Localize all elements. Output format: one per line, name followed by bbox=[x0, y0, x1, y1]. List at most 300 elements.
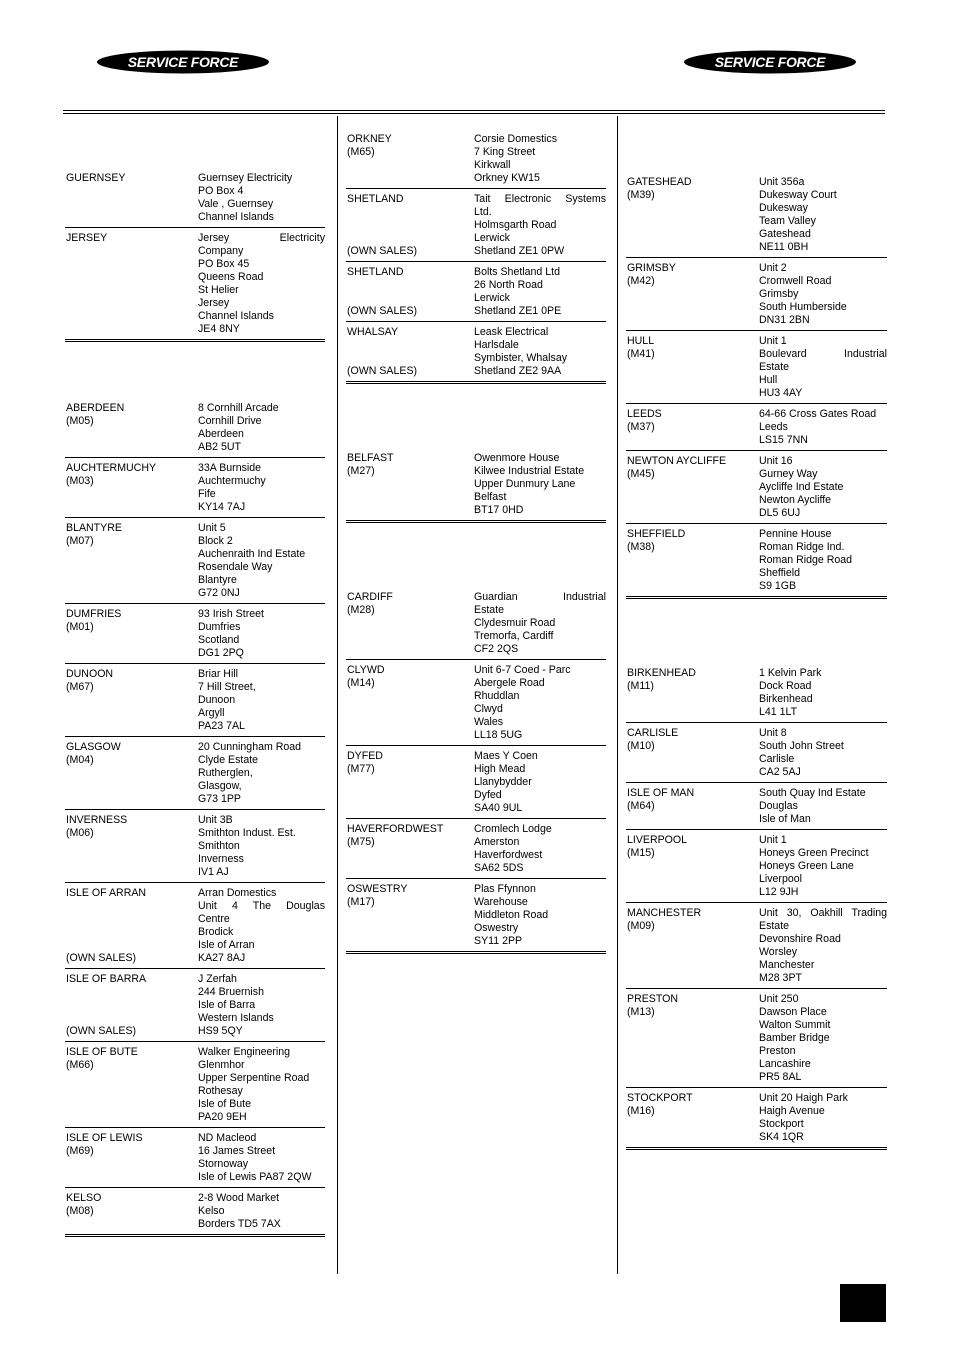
service-centre-entry bbox=[346, 189, 606, 262]
centre-label bbox=[627, 455, 726, 520]
centre-label bbox=[66, 232, 107, 336]
service-centre-entry bbox=[346, 448, 606, 523]
address-line: Isle of Barra bbox=[198, 999, 256, 1011]
centre-name: SHEFFIELD bbox=[627, 528, 686, 540]
address-line: Kirkwall bbox=[474, 159, 511, 171]
address-line: Glenmhor bbox=[198, 1059, 245, 1071]
service-centre-entry bbox=[65, 1042, 325, 1128]
address-line: Rhuddlan bbox=[474, 690, 520, 702]
address-line: Preston bbox=[759, 1045, 796, 1057]
centre-address bbox=[198, 1046, 325, 1124]
address-line: Devonshire Road bbox=[759, 933, 841, 945]
centre-address bbox=[759, 907, 887, 985]
centre-label bbox=[347, 750, 383, 815]
service-centre-entry bbox=[65, 664, 325, 737]
address-line: DG1 2PQ bbox=[198, 647, 244, 659]
address-line: Dukesway Court bbox=[759, 189, 837, 201]
address-line: Unit 30, Oakhill Trading bbox=[759, 907, 887, 919]
address-line: St Helier bbox=[198, 284, 239, 296]
address-line: ND Macleod bbox=[198, 1132, 257, 1144]
centre-code: (M07) bbox=[66, 535, 94, 547]
centre-label bbox=[627, 176, 692, 254]
address-line: Ltd. bbox=[474, 206, 492, 218]
address-line: Shetland ZE1 0PW bbox=[474, 245, 565, 257]
address-line: IV1 AJ bbox=[198, 866, 229, 878]
service-centre-entry bbox=[65, 737, 325, 810]
service-centre-entry bbox=[346, 129, 606, 189]
address-line: Estate bbox=[474, 604, 505, 616]
centre-label bbox=[66, 1132, 143, 1184]
own-sales-label: (OWN SALES) bbox=[66, 1025, 137, 1037]
address-line: Abergele Road bbox=[474, 677, 545, 689]
address-line: PO Box 4 bbox=[198, 185, 244, 197]
centre-label bbox=[66, 522, 122, 600]
service-centre-entry bbox=[626, 331, 887, 404]
centre-name: ISLE OF BUTE bbox=[66, 1046, 138, 1058]
centre-label bbox=[66, 172, 125, 224]
centre-name: LIVERPOOL bbox=[627, 834, 688, 846]
address-line: JE4 8NY bbox=[198, 323, 240, 335]
centre-code: (M67) bbox=[66, 681, 94, 693]
centre-label bbox=[66, 1192, 101, 1231]
section-gap bbox=[626, 116, 887, 172]
address-line: Lerwick bbox=[474, 292, 510, 304]
centre-code: (M14) bbox=[347, 677, 375, 689]
own-sales-label: (OWN SALES) bbox=[347, 245, 418, 257]
address-line: 7 Hill Street, bbox=[198, 681, 256, 693]
centre-label bbox=[66, 741, 121, 806]
centre-name: OSWESTRY bbox=[347, 883, 408, 895]
centre-address bbox=[474, 750, 606, 815]
address-line: SK4 1QR bbox=[759, 1131, 804, 1143]
address-line: BT17 0HD bbox=[474, 504, 524, 516]
centre-code: (M15) bbox=[627, 847, 655, 859]
address-line: Douglas bbox=[759, 800, 798, 812]
service-force-logo-left bbox=[97, 50, 269, 74]
address-line: Grimsby bbox=[759, 288, 799, 300]
centre-address bbox=[198, 668, 325, 733]
service-centre-entry bbox=[65, 168, 325, 228]
address-line: Pennine House bbox=[759, 528, 832, 540]
logo-text: SERVICE FORCE bbox=[127, 54, 239, 70]
centre-address bbox=[759, 1092, 887, 1144]
address-line: Block 2 bbox=[198, 535, 233, 547]
centre-code: (M03) bbox=[66, 475, 94, 487]
address-line: PO Box 45 bbox=[198, 258, 250, 270]
centre-code: (M04) bbox=[66, 754, 94, 766]
address-line: L12 9JH bbox=[759, 886, 799, 898]
centre-name: ISLE OF ARRAN bbox=[66, 887, 147, 899]
address-line: Arran Domestics bbox=[198, 887, 277, 899]
header-rule-top bbox=[63, 110, 885, 111]
centre-address bbox=[474, 133, 606, 185]
centre-label bbox=[347, 326, 417, 378]
address-line: CA2 5AJ bbox=[759, 766, 801, 778]
own-sales-label: (OWN SALES) bbox=[347, 305, 418, 317]
address-line: SA40 9UL bbox=[474, 802, 523, 814]
address-line: Isle of Man bbox=[759, 813, 811, 825]
centre-address bbox=[759, 455, 887, 520]
service-centre-entry bbox=[626, 1088, 887, 1150]
address-line: M28 3PT bbox=[759, 972, 802, 984]
address-line: G72 0NJ bbox=[198, 587, 240, 599]
address-line: South John Street bbox=[759, 740, 844, 752]
address-line: Unit 8 bbox=[759, 727, 787, 739]
centre-name: SHETLAND bbox=[347, 266, 404, 278]
address-line: Bamber Bridge bbox=[759, 1032, 830, 1044]
address-line: Owenmore House bbox=[474, 452, 560, 464]
address-line: Aberdeen bbox=[198, 428, 244, 440]
centre-label bbox=[627, 907, 701, 985]
address-line: 7 King Street bbox=[474, 146, 536, 158]
address-line: Middleton Road bbox=[474, 909, 549, 921]
centre-label bbox=[66, 608, 121, 660]
address-line: Channel Islands bbox=[198, 310, 274, 322]
address-line: Boulevard Industrial bbox=[759, 348, 887, 360]
service-centre-entry bbox=[346, 879, 606, 954]
service-centre-entry bbox=[626, 451, 887, 524]
centre-label bbox=[347, 591, 393, 656]
service-centre-entry bbox=[626, 663, 887, 723]
address-line: Unit 2 bbox=[759, 262, 787, 274]
centre-name: GUERNSEY bbox=[66, 172, 126, 184]
address-line: SA62 5DS bbox=[474, 862, 524, 874]
centre-code: (M65) bbox=[347, 146, 375, 158]
address-line: LS15 7NN bbox=[759, 434, 808, 446]
service-centre-entry bbox=[65, 883, 325, 969]
header-rule-bottom bbox=[63, 113, 885, 114]
address-line: KY14 7AJ bbox=[198, 501, 246, 513]
address-line: Symbister, Whalsay bbox=[474, 352, 568, 364]
centre-code: (M05) bbox=[66, 415, 94, 427]
address-line: Harlsdale bbox=[474, 339, 519, 351]
centre-address bbox=[198, 741, 325, 806]
service-centre-entry bbox=[626, 404, 887, 451]
address-line: PR5 8AL bbox=[759, 1071, 802, 1083]
address-line: 8 Cornhill Arcade bbox=[198, 402, 279, 414]
centre-address bbox=[474, 452, 606, 517]
service-centre-entry bbox=[626, 258, 887, 331]
logo-text: SERVICE FORCE bbox=[714, 54, 826, 70]
centre-code: (M77) bbox=[347, 763, 375, 775]
address-line: Unit 1 bbox=[759, 335, 787, 347]
centre-label bbox=[627, 727, 678, 779]
centre-code: (M16) bbox=[627, 1105, 655, 1117]
address-line: Kilwee Industrial Estate bbox=[474, 465, 585, 477]
service-centre-entry bbox=[626, 524, 887, 599]
centre-address bbox=[759, 727, 887, 779]
address-line: G73 1PP bbox=[198, 793, 241, 805]
centre-label bbox=[347, 193, 417, 258]
address-line: Orkney KW15 bbox=[474, 172, 540, 184]
address-line: Wales bbox=[474, 716, 504, 728]
centre-label bbox=[627, 787, 694, 826]
section-gap bbox=[346, 384, 606, 448]
address-line: 20 Cunningham Road bbox=[198, 741, 302, 753]
address-line: South Humberside bbox=[759, 301, 847, 313]
address-line: Unit 250 bbox=[759, 993, 799, 1005]
service-centre-entry bbox=[65, 1188, 325, 1237]
centre-code: (M11) bbox=[627, 680, 654, 692]
service-centre-entry bbox=[65, 604, 325, 664]
address-line: Guardian Industrial bbox=[474, 591, 606, 603]
centre-label bbox=[66, 1046, 138, 1124]
centre-code: (M75) bbox=[347, 836, 375, 848]
address-line: Warehouse bbox=[474, 896, 528, 908]
column-middle bbox=[346, 116, 606, 954]
address-line: 1 Kelvin Park bbox=[759, 667, 822, 679]
address-line: Team Valley bbox=[759, 215, 816, 227]
address-line: Isle of Arran bbox=[198, 939, 255, 951]
centre-code: (M45) bbox=[627, 468, 655, 480]
service-centre-entry bbox=[346, 262, 606, 322]
address-line: Shetland ZE2 9AA bbox=[474, 365, 562, 377]
address-line: Guernsey Electricity bbox=[198, 172, 293, 184]
address-line: Channel Islands bbox=[198, 211, 274, 223]
centre-address bbox=[759, 262, 887, 327]
address-line: S9 1GB bbox=[759, 580, 797, 592]
address-line: Unit 5 bbox=[198, 522, 226, 534]
centre-name: INVERNESS bbox=[66, 814, 128, 826]
address-line: Haigh Avenue bbox=[759, 1105, 825, 1117]
centre-label bbox=[347, 266, 417, 318]
address-line: Belfast bbox=[474, 491, 507, 503]
service-centre-entry bbox=[626, 903, 887, 989]
centre-address bbox=[474, 326, 606, 378]
address-line: Dyfed bbox=[474, 789, 502, 801]
centre-address bbox=[198, 232, 325, 336]
centre-name: GLASGOW bbox=[66, 741, 121, 753]
address-line: Honeys Green Lane bbox=[759, 860, 854, 872]
centre-address bbox=[474, 883, 606, 948]
service-centre-entry bbox=[65, 810, 325, 883]
centre-label bbox=[66, 402, 124, 454]
centre-code: (M01) bbox=[66, 621, 94, 633]
address-line: Kelso bbox=[198, 1205, 225, 1217]
address-line: Bolts Shetland Ltd bbox=[474, 266, 560, 278]
address-line: J Zerfah bbox=[198, 973, 237, 985]
address-line: 26 North Road bbox=[474, 279, 543, 291]
centre-name: SHETLAND bbox=[347, 193, 404, 205]
address-line: Lancashire bbox=[759, 1058, 811, 1070]
address-line: Unit 6-7 Coed - Parc bbox=[474, 664, 571, 676]
centre-name: DYFED bbox=[347, 750, 383, 762]
centre-code: (M08) bbox=[66, 1205, 94, 1217]
address-line: Walker Engineering bbox=[198, 1046, 291, 1058]
centre-code: (M38) bbox=[627, 541, 655, 553]
own-sales-label: (OWN SALES) bbox=[347, 365, 418, 377]
address-line: Worsley bbox=[759, 946, 798, 958]
address-line: Gateshead bbox=[759, 228, 811, 240]
centre-name: CLYWD bbox=[347, 664, 385, 676]
centre-code: (M69) bbox=[66, 1145, 94, 1157]
address-line: High Mead bbox=[474, 763, 526, 775]
centre-label bbox=[66, 887, 146, 965]
address-line: Estate bbox=[759, 361, 790, 373]
column-divider-1 bbox=[337, 116, 338, 1274]
address-line: Queens Road bbox=[198, 271, 264, 283]
address-line: Clwyd bbox=[474, 703, 503, 715]
address-line: Holmsgarth Road bbox=[474, 219, 557, 231]
address-line: Dunoon bbox=[198, 694, 236, 706]
centre-name: WHALSAY bbox=[347, 326, 399, 338]
address-line: CF2 2QS bbox=[474, 643, 519, 655]
address-line: Maes Y Coen bbox=[474, 750, 538, 762]
address-line: Manchester bbox=[759, 959, 815, 971]
centre-address bbox=[198, 1132, 325, 1184]
address-line: Brodick bbox=[198, 926, 234, 938]
address-line: Stockport bbox=[759, 1118, 804, 1130]
centre-code: (M28) bbox=[347, 604, 375, 616]
address-line: Gurney Way bbox=[759, 468, 818, 480]
centre-address bbox=[759, 528, 887, 593]
centre-address bbox=[474, 266, 606, 318]
service-centre-entry bbox=[65, 969, 325, 1042]
address-line: Haverfordwest bbox=[474, 849, 543, 861]
centre-code: (M64) bbox=[627, 800, 655, 812]
centre-address bbox=[759, 335, 887, 400]
address-line: Hull bbox=[759, 374, 778, 386]
centre-label bbox=[347, 823, 443, 875]
centre-name: KELSO bbox=[66, 1192, 102, 1204]
centre-address bbox=[198, 973, 325, 1038]
centre-label bbox=[347, 452, 394, 517]
address-line: Unit 4 The Douglas bbox=[198, 900, 325, 912]
address-line: SY11 2PP bbox=[474, 935, 523, 947]
centre-name: ISLE OF LEWIS bbox=[66, 1132, 143, 1144]
address-line: Lerwick bbox=[474, 232, 510, 244]
section-gap bbox=[65, 116, 325, 168]
address-line: Borders TD5 7AX bbox=[198, 1218, 281, 1230]
centre-name: STOCKPORT bbox=[627, 1092, 693, 1104]
centre-name: ISLE OF BARRA bbox=[66, 973, 147, 985]
centre-code: (M10) bbox=[627, 740, 655, 752]
address-line: PA20 9EH bbox=[198, 1111, 247, 1123]
address-line: South Quay Ind Estate bbox=[759, 787, 866, 799]
service-centre-entry bbox=[346, 322, 606, 384]
address-line: Smithton bbox=[198, 840, 240, 852]
section-gap bbox=[346, 523, 606, 587]
centre-code: (M41) bbox=[627, 348, 655, 360]
centre-name: ABERDEEN bbox=[66, 402, 125, 414]
service-centre-entry bbox=[346, 587, 606, 660]
address-line: Honeys Green Precinct bbox=[759, 847, 869, 859]
centre-label bbox=[627, 993, 678, 1084]
address-line: Centre bbox=[198, 913, 230, 925]
service-centre-entry bbox=[626, 783, 887, 830]
address-line: Leask Electrical bbox=[474, 326, 549, 338]
address-line: Estate bbox=[759, 920, 790, 932]
address-line: Unit 1 bbox=[759, 834, 787, 846]
centre-label bbox=[627, 834, 687, 899]
centre-label bbox=[347, 664, 384, 742]
address-line: Cromwell Road bbox=[759, 275, 832, 287]
centre-label bbox=[66, 814, 127, 879]
centre-name: GRIMSBY bbox=[627, 262, 676, 274]
address-line: 93 Irish Street bbox=[198, 608, 264, 620]
centre-address bbox=[759, 176, 887, 254]
address-line: Plas Ffynnon bbox=[474, 883, 536, 895]
address-line: 244 Bruernish bbox=[198, 986, 264, 998]
centre-address bbox=[474, 823, 606, 875]
service-force-logo-right bbox=[684, 50, 856, 74]
address-line: NE11 0BH bbox=[759, 241, 809, 253]
address-line: Unit 3B bbox=[198, 814, 233, 826]
centre-name: ISLE OF MAN bbox=[627, 787, 695, 799]
address-line: Cornhill Drive bbox=[198, 415, 262, 427]
centre-label bbox=[627, 528, 685, 593]
section-gap bbox=[65, 342, 325, 398]
address-line: Jersey bbox=[198, 297, 230, 309]
service-centre-entry bbox=[65, 398, 325, 458]
address-line: Jersey Electricity bbox=[198, 232, 325, 244]
page-number-box bbox=[840, 1284, 886, 1322]
service-centre-entry bbox=[346, 819, 606, 879]
address-line: Dukesway bbox=[759, 202, 808, 214]
centre-address bbox=[198, 462, 325, 514]
address-line: Corsie Domestics bbox=[474, 133, 558, 145]
centre-name: ORKNEY bbox=[347, 133, 392, 145]
service-centre-entry bbox=[626, 830, 887, 903]
address-line: Oswestry bbox=[474, 922, 519, 934]
centre-name: MANCHESTER bbox=[627, 907, 702, 919]
centre-label bbox=[66, 462, 156, 514]
address-line: Blantyre bbox=[198, 574, 237, 586]
centre-address bbox=[474, 591, 606, 656]
address-line: Rutherglen, bbox=[198, 767, 253, 779]
centre-name: BIRKENHEAD bbox=[627, 667, 696, 679]
centre-code: (M06) bbox=[66, 827, 94, 839]
centre-name: LEEDS bbox=[627, 408, 662, 420]
address-line: Inverness bbox=[198, 853, 244, 865]
centre-address bbox=[759, 993, 887, 1084]
centre-label bbox=[627, 1092, 693, 1144]
address-line: Argyll bbox=[198, 707, 225, 719]
address-line: KA27 8AJ bbox=[198, 952, 246, 964]
address-line: Newton Aycliffe bbox=[759, 494, 832, 506]
centre-name: DUNOON bbox=[66, 668, 114, 680]
address-line: Unit 356a bbox=[759, 176, 805, 188]
address-line: Auchtermuchy bbox=[198, 475, 266, 487]
address-line: 64-66 Cross Gates Road bbox=[759, 408, 877, 420]
address-line: Walton Summit bbox=[759, 1019, 831, 1031]
address-line: Unit 16 bbox=[759, 455, 793, 467]
address-line: Tait Electronic Systems bbox=[474, 193, 606, 205]
address-line: Liverpool bbox=[759, 873, 802, 885]
address-line: 16 James Street bbox=[198, 1145, 276, 1157]
centre-name: NEWTON AYCLIFFE bbox=[627, 455, 727, 467]
centre-label bbox=[627, 262, 676, 327]
service-centre-entry bbox=[65, 518, 325, 604]
address-line: HU3 4AY bbox=[759, 387, 803, 399]
address-line: Aycliffe Ind Estate bbox=[759, 481, 844, 493]
service-centre-entry bbox=[626, 723, 887, 783]
address-line: Company bbox=[198, 245, 244, 257]
centre-code: (M66) bbox=[66, 1059, 94, 1071]
address-line: Upper Dunmury Lane bbox=[474, 478, 576, 490]
service-centre-entry bbox=[346, 746, 606, 819]
address-line: Amerston bbox=[474, 836, 520, 848]
address-line: Unit 20 Haigh Park bbox=[759, 1092, 848, 1104]
address-line: Shetland ZE1 0PE bbox=[474, 305, 562, 317]
centre-address bbox=[198, 1192, 325, 1231]
centre-code: (M37) bbox=[627, 421, 655, 433]
centre-address bbox=[198, 522, 325, 600]
centre-name: GATESHEAD bbox=[627, 176, 692, 188]
address-line: Stornoway bbox=[198, 1158, 249, 1170]
column-left bbox=[65, 116, 325, 1237]
address-line: Roman Ridge Ind. bbox=[759, 541, 845, 553]
